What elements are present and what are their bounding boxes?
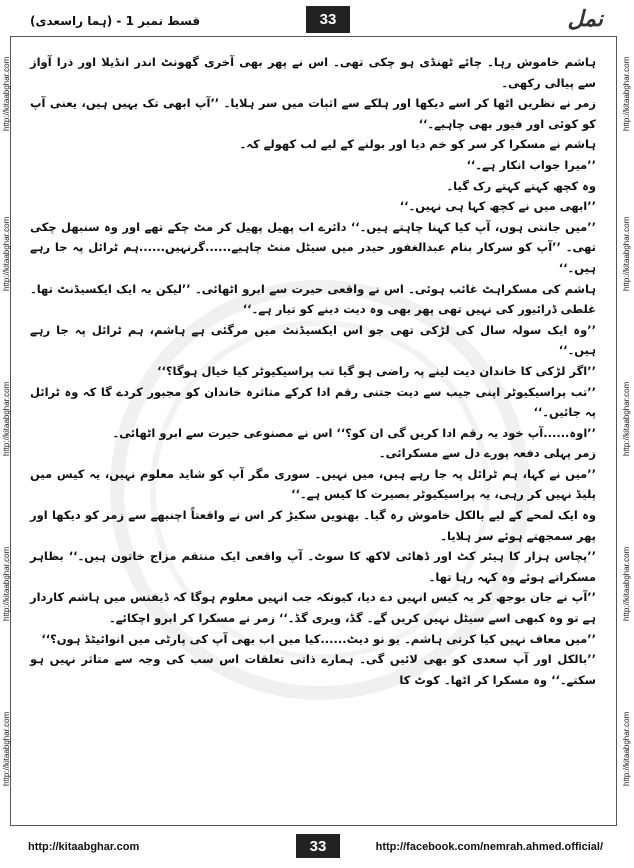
side-url[interactable]: http://kitaabghar.com [2, 711, 11, 786]
side-url[interactable]: http://kitaabghar.com [2, 56, 11, 131]
header-page-number: 33 [306, 6, 350, 33]
footer-page-number: 33 [296, 834, 340, 858]
episode-label: قسط نمبر 1 - (ہما راسعدی) [30, 14, 201, 28]
side-url[interactable]: http://kitaabghar.com [2, 546, 11, 621]
footer-link-kitaabghar[interactable]: http://kitaabghar.com [28, 841, 140, 853]
paragraph: ہاشم خاموش رہا۔ چائے ٹھنڈی ہو چکی تھی۔ اس نے پھر بھی آخری گھونٹ اندر انڈیلا اور ذرا آواز سے پیالی رکھی۔ [30, 55, 596, 90]
paragraph: ’’آپ نے جان بوجھ کر یہ کیس انہیں دے دیا، کیونکہ جب انہیں معلوم ہوگا کہ ڈیفنس میں ہاشم کاردار ہے تو وہ کبھی اسے سیٹل نہیں کریں گے۔ گڈ، ویری گڈ۔‘‘ زمر نے مسکرا کر ابرو اچکائے۔ [30, 590, 596, 626]
paragraph: زمر پہلی دفعہ پورے دل سے مسکرائی۔ [378, 446, 596, 461]
footer-link-facebook[interactable]: http://facebook.com/nemrah.ahmed.official/ [375, 841, 603, 853]
paragraph: ’’اگر لڑکی کا خاندان دیت لینے پہ راضی ہو گیا تب پراسیکیوٹر کیا خیال ہوگا؟‘‘ [157, 363, 596, 378]
paragraph: وہ کچھ کہتے کہتے رک گیا۔ [446, 178, 596, 193]
paragraph: ’’میں معاف نہیں کیا کرتی ہاشم۔ یو نو دیٹ......کیا میں اب بھی آپ کی پارٹی میں انوائیٹڈ ہوں؟‘‘ [41, 631, 596, 646]
page-header [10, 0, 617, 36]
paragraph: زمر نے نظریں اٹھا کر اسے دیکھا اور ہلکے سے اثبات میں سر ہلایا۔ ’’آپ ابھی تک یہیں ہیں، یعنی آپ کو کوئی اور فیور بھی چاہیے۔‘‘ [30, 96, 596, 131]
story-text [30, 52, 596, 690]
side-url[interactable]: http://kitaabghar.com [2, 381, 11, 456]
side-url[interactable]: http://kitaabghar.com [622, 56, 631, 131]
right-side-urls [620, 36, 634, 826]
side-url[interactable]: http://kitaabghar.com [622, 381, 631, 456]
paragraph: ’’پچاس ہزار کا ہیئر کٹ اور ڈھائی لاکھ کا سوٹ۔ آپ واقعی ایک منتقم مزاج خاتون ہیں۔‘‘ بظاہر مسکراتے ہوئے وہ کہہ رہا تھا۔ [30, 549, 596, 584]
paragraph: ہاشم نے مسکرا کر سر کو خم دیا اور بولنے کے لیے لب کھولے کہ۔ [239, 137, 596, 152]
side-url[interactable]: http://kitaabghar.com [622, 711, 631, 786]
paragraph: ہاشم کی مسکراہٹ غائب ہوئی۔ اس نے واقعی حیرت سے ابرو اٹھائی۔ ’’لیکن یہ ایک ایکسیڈنٹ تھا۔ غلطی ڈرائیور کی نہیں تھی پھر بھی وہ دیت دینے کو تیار ہے۔‘‘ [30, 281, 596, 317]
paragraph: ’’تب پراسیکیوٹر اپنی جیب سے دیت جتنی رقم ادا کرکے متاثرہ خاندان کو مجبور کردے گا کہ وہ ٹرائل پہ جائیں۔‘‘ [30, 384, 596, 420]
book-title: نمل [567, 6, 603, 32]
side-url[interactable]: http://kitaabghar.com [622, 546, 631, 621]
left-side-urls [0, 36, 14, 826]
paragraph: ’’وہ ایک سولہ سال کی لڑکی تھی جو اس ایکسیڈنٹ میں مرگئی ہے ہاشم، ہم ٹرائل پہ جا رہے ہیں۔‘‘ [30, 322, 596, 358]
page-footer [10, 834, 617, 864]
paragraph: ’’میرا جواب انکار ہے۔‘‘ [466, 157, 596, 172]
side-url[interactable]: http://kitaabghar.com [622, 216, 631, 291]
paragraph: ’’اوہ......آپ خود یہ رقم ادا کریں گی ان کو؟‘‘ اس نے مصنوعی حیرت سے ابرو اٹھائی۔ [112, 425, 596, 440]
paragraph: ’’میں نے کہا، ہم ٹرائل پہ جا رہے ہیں، میں نہیں۔ سوری مگر آپ کو شاید معلوم نہیں، یہ کیس میں پلیڈ نہیں کر رہی، یہ پراسیکیوٹر بصیرت کا کیس ہے۔‘‘ [30, 466, 596, 502]
paragraph: ’’میں جانتی ہوں، آپ کیا کہنا چاہتے ہیں۔‘‘ دائرے اب پھیل پھیل کر مٹ چکے تھے اور وہ سنبھل چکی تھی۔ ’’آپ کو سرکار بنام عبدالغفور حیدر میں سیٹل منٹ چاہیے......گرنہیں......ہم ٹرائل پہ جا رہے ہیں۔‘‘ [30, 219, 596, 275]
paragraph: وہ ایک لمحے کے لیے بالکل خاموش رہ گیا۔ بھنویں سکیڑ کر اس نے واقعتاً اچنبھے سے زمر کو دیکھا اور پھر سمجھتے ہوئے سر ہلایا۔ [30, 508, 596, 543]
paragraph: ’’بالکل اور آپ سعدی کو بھی لائیں گی۔ ہمارے ذاتی تعلقات اس سب کی وجہ سے متاثر نہیں ہو سکتے۔‘‘ وہ مسکرا کر اٹھا۔ کوٹ کا [30, 652, 596, 687]
side-url[interactable]: http://kitaabghar.com [2, 216, 11, 291]
paragraph: ’’ابھی میں نے کچھ کہا ہی نہیں۔‘‘ [399, 199, 596, 214]
